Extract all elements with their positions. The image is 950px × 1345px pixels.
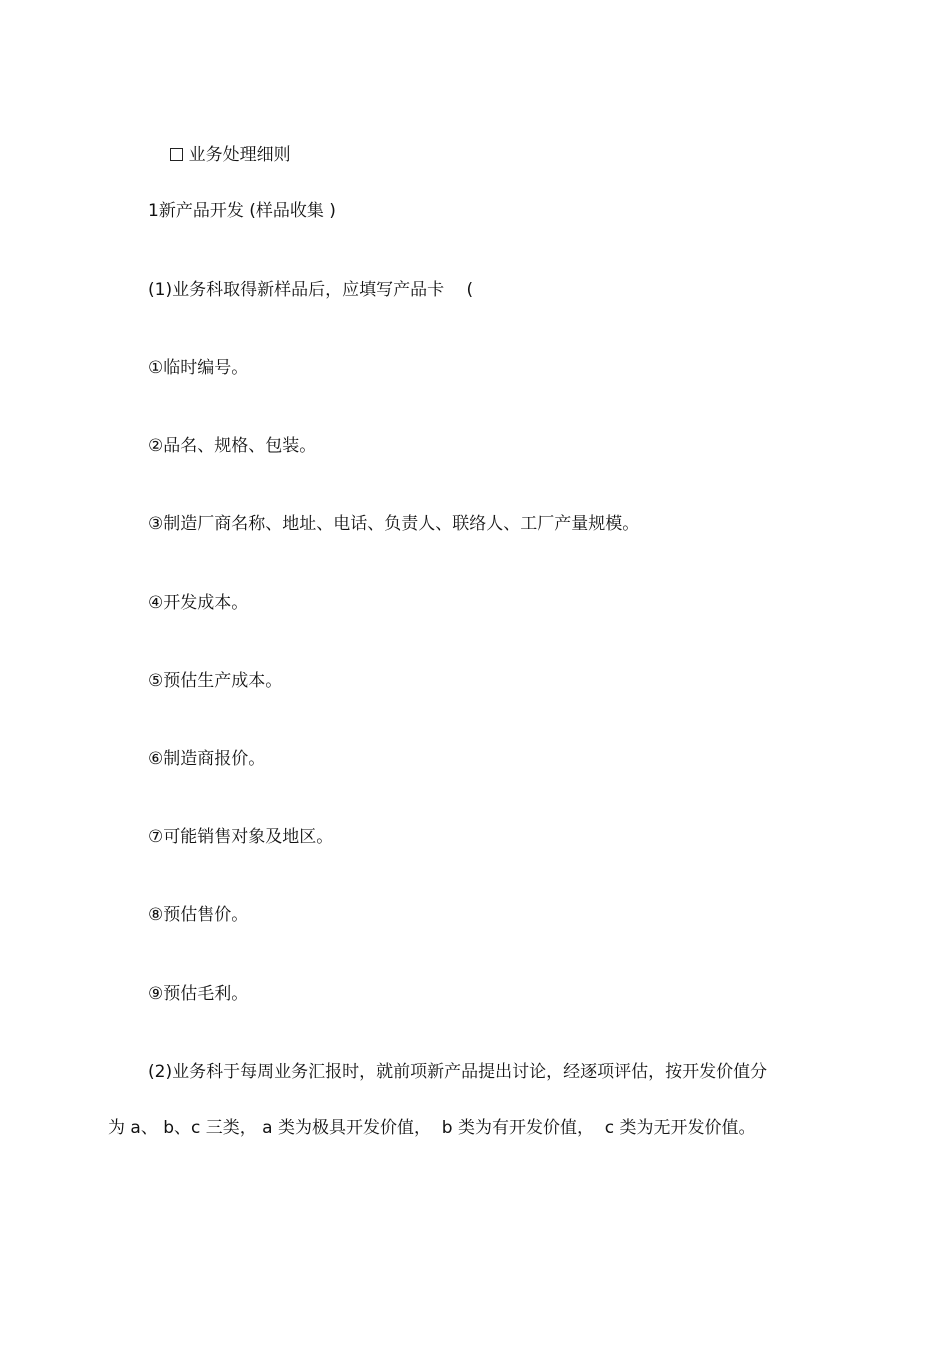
item-1-intro: (1)业务科取得新样品后，应填写产品卡 (: [148, 280, 474, 300]
section-title: 1新产品开发 (样品收集 ): [148, 201, 336, 221]
heading-line: [148, 122, 291, 188]
field-item: ③制造厂商名称、地址、电话、负责人、联络人、工厂产量规模。: [148, 514, 640, 534]
field-item: ⑤预估生产成本。: [148, 671, 283, 691]
field-item: ①临时编号。: [148, 358, 249, 378]
heading-text: 业务处理细则: [188, 145, 291, 165]
field-item: ⑥制造商报价。: [148, 749, 266, 769]
field-item: ⑨预估毛利。: [148, 984, 249, 1004]
checkbox-icon: [170, 148, 183, 161]
item-2-line-2: 为 a、 b、c 三类， a 类为极具开发价值， b 类为有开发价值， c 类为无开发价值。: [108, 1118, 756, 1138]
field-item: ⑧预估售价。: [148, 905, 249, 925]
field-item: ④开发成本。: [148, 593, 249, 613]
field-item: ⑦可能销售对象及地区。: [148, 827, 334, 847]
field-item: ②品名、规格、包装。: [148, 436, 317, 456]
item-2-line-1: (2)业务科于每周业务汇报时，就前项新产品提出讨论，经逐项评估，按开发价值分: [148, 1062, 768, 1082]
